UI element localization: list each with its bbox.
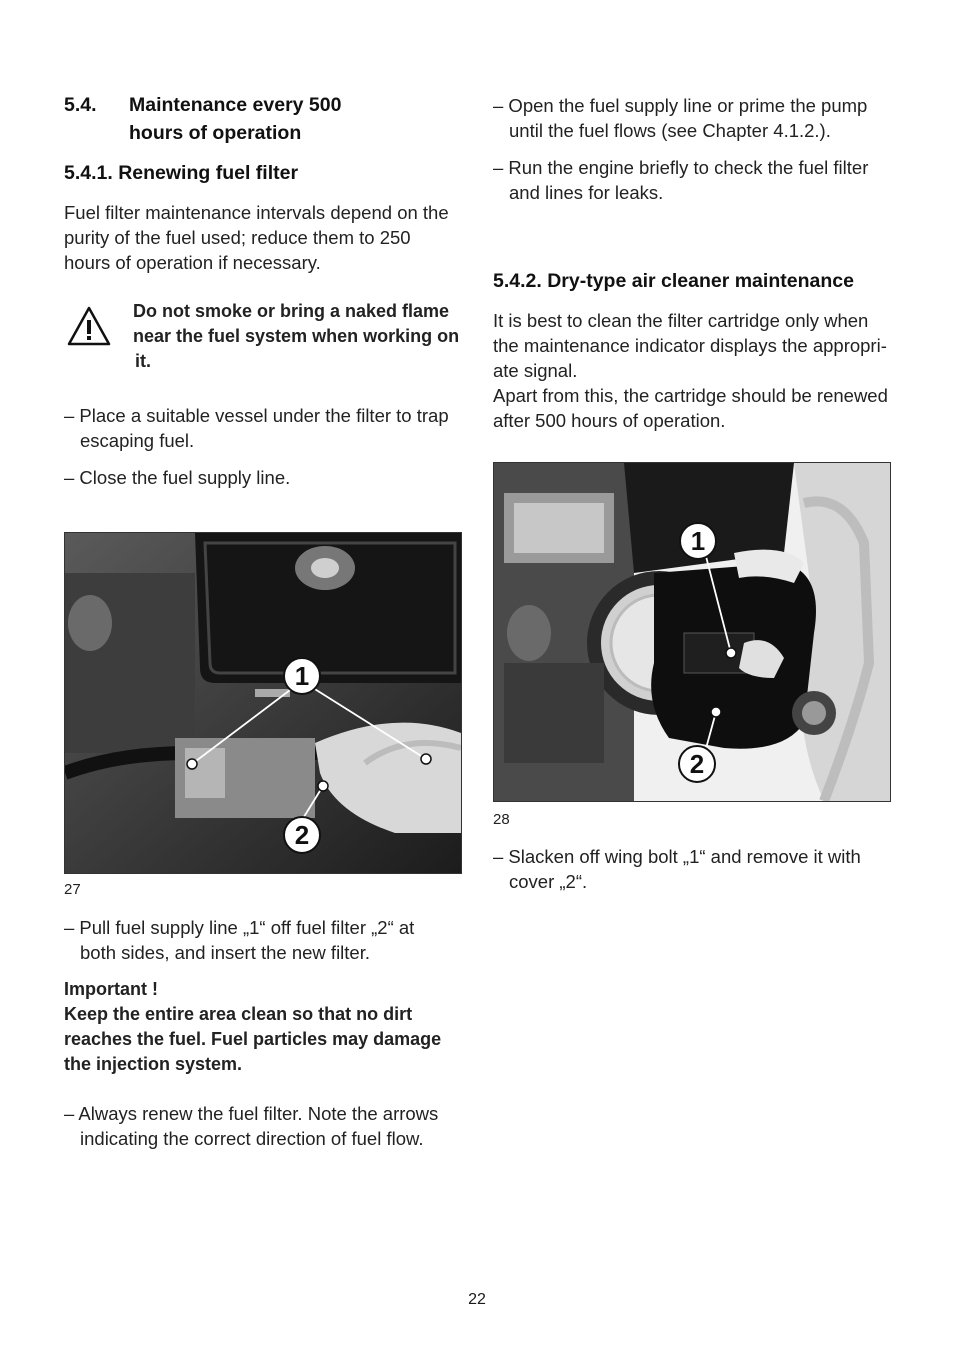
warning-triangle-icon <box>66 305 112 347</box>
text-line: It is best to clean the filter cartridge only when <box>493 310 869 331</box>
callout-2: 2 <box>294 820 310 850</box>
figure-27-caption: 27 <box>64 881 81 898</box>
text-line: near the fuel system when working on <box>133 326 460 346</box>
text-line: purity of the fuel used; reduce them to 250 <box>64 227 411 248</box>
text-line: – Always renew the fuel filter. Note the arrows <box>64 1103 439 1124</box>
step-place-vessel <box>64 403 449 453</box>
text-line: – Open the fuel supply line or prime the pump <box>493 95 868 116</box>
air-cleaner-paragraph <box>493 308 888 433</box>
step-slacken-wing-bolt <box>493 844 861 894</box>
important-note <box>64 977 441 1077</box>
text-line: Do not smoke or bring a naked flame <box>133 301 450 321</box>
text-line: Fuel filter maintenance intervals depend on the <box>64 202 449 223</box>
step-open-supply <box>493 93 867 143</box>
text-line: hours of operation if necessary. <box>64 252 321 273</box>
text-line: both sides, and insert the new filter. <box>80 942 371 963</box>
section-title-line2: hours of operation <box>129 122 302 144</box>
callout-1: 1 <box>294 661 310 691</box>
text-line: indicating the correct direction of fuel flow. <box>80 1128 424 1149</box>
text-line: the injection system. <box>64 1054 243 1074</box>
text-line: – Pull fuel supply line „1“ off fuel filter „2“ at <box>64 917 415 938</box>
text-line: after 500 hours of operation. <box>493 410 726 431</box>
text-line: – Slacken off wing bolt „1“ and remove it with <box>493 846 861 867</box>
step-close-supply: – Close the fuel supply line. <box>64 467 291 488</box>
text-line: Keep the entire area clean so that no dirt <box>64 1004 413 1024</box>
callout-2: 2 <box>689 749 705 779</box>
figure-27-fuel-filter-photo <box>64 532 462 874</box>
text-line: ate signal. <box>493 360 578 381</box>
section-number: 5.4. <box>64 94 97 116</box>
text-line: reaches the fuel. Fuel particles may damage <box>64 1029 442 1049</box>
page-number: 22 <box>468 1291 486 1308</box>
text-line: – Place a suitable vessel under the filter to trap <box>64 405 449 426</box>
text-line: Important ! <box>64 979 158 999</box>
step-run-engine <box>493 155 868 205</box>
text-line: it. <box>135 351 151 371</box>
text-line: escaping fuel. <box>80 430 195 451</box>
intro-paragraph <box>64 200 449 275</box>
text-line: – Run the engine briefly to check the fuel filter <box>493 157 869 178</box>
text-line: and lines for leaks. <box>509 182 664 203</box>
callout-1: 1 <box>690 526 706 556</box>
subsection-heading-air-cleaner: 5.4.2. Dry-type air cleaner maintenance <box>493 270 854 292</box>
figure-28-caption: 28 <box>493 811 510 828</box>
text-line: until the fuel flows (see Chapter 4.1.2.). <box>509 120 831 141</box>
figure-28-air-cleaner-photo <box>493 462 891 802</box>
step-pull-supply-line <box>64 915 414 965</box>
subsection-heading-fuel-filter: 5.4.1. Renewing fuel filter <box>64 162 299 184</box>
warning-text <box>133 299 459 374</box>
text-line: the maintenance indicator displays the appropri- <box>493 335 887 356</box>
text-line: cover „2“. <box>509 871 588 892</box>
text-line: Apart from this, the cartridge should be renewed <box>493 385 888 406</box>
section-title-line1: Maintenance every 500 <box>129 94 342 116</box>
step-renew-filter <box>64 1101 438 1151</box>
